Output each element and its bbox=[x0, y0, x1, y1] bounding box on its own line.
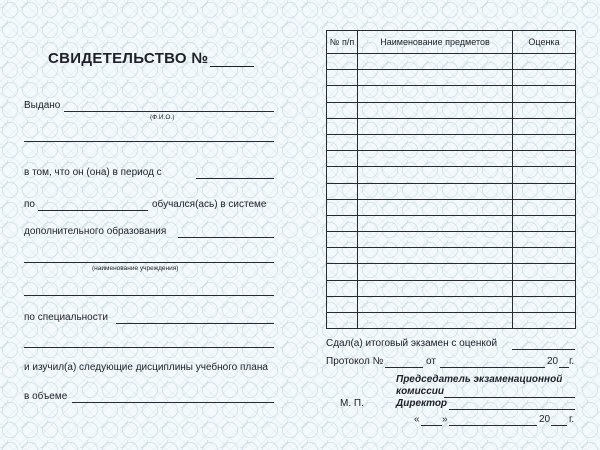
subject-cell[interactable] bbox=[358, 215, 513, 231]
protocol-year-field[interactable] bbox=[559, 367, 569, 368]
grade-cell[interactable] bbox=[513, 54, 576, 70]
period-end-field[interactable] bbox=[38, 210, 148, 211]
subject-cell[interactable] bbox=[358, 167, 513, 183]
subject-cell[interactable] bbox=[358, 264, 513, 280]
grade-cell[interactable] bbox=[513, 167, 576, 183]
date-day-field[interactable] bbox=[421, 425, 442, 426]
table-row bbox=[327, 232, 576, 248]
col-subject-header: Наименование предметов bbox=[358, 31, 513, 54]
institution-line-2[interactable] bbox=[24, 262, 274, 263]
subject-cell[interactable] bbox=[358, 296, 513, 312]
number-cell[interactable] bbox=[327, 248, 358, 264]
table-row bbox=[327, 86, 576, 102]
table-row bbox=[327, 54, 576, 70]
table-row bbox=[327, 70, 576, 86]
number-cell[interactable] bbox=[327, 183, 358, 199]
fio-hint: (Ф.И.О.) bbox=[150, 114, 175, 121]
subject-cell[interactable] bbox=[358, 183, 513, 199]
subject-cell[interactable] bbox=[358, 118, 513, 134]
number-cell[interactable] bbox=[327, 134, 358, 150]
date-year-g: г. bbox=[569, 414, 575, 425]
specialty-line-2[interactable] bbox=[24, 347, 274, 348]
date-quote-close: » bbox=[442, 414, 448, 425]
number-cell[interactable] bbox=[327, 296, 358, 312]
table-row bbox=[327, 199, 576, 215]
grade-cell[interactable] bbox=[513, 313, 576, 329]
protocol-from-label: от bbox=[426, 356, 436, 367]
number-cell[interactable] bbox=[327, 118, 358, 134]
certificate-title bbox=[48, 50, 254, 67]
grade-cell[interactable] bbox=[513, 86, 576, 102]
protocol-year-prefix: 20 bbox=[547, 356, 559, 367]
period-label: в том, что он (она) в период с bbox=[24, 167, 162, 178]
specialty-field[interactable] bbox=[116, 323, 274, 324]
subject-cell[interactable] bbox=[358, 280, 513, 296]
specialty-label: по специальности bbox=[24, 312, 108, 323]
table-row bbox=[327, 215, 576, 231]
stamp-label: М. П. bbox=[340, 398, 364, 409]
number-cell[interactable] bbox=[327, 167, 358, 183]
recipient-name-field[interactable] bbox=[64, 111, 274, 112]
date-month-field[interactable] bbox=[449, 425, 537, 426]
subject-cell[interactable] bbox=[358, 313, 513, 329]
table-row bbox=[327, 167, 576, 183]
grade-cell[interactable] bbox=[513, 296, 576, 312]
number-cell[interactable] bbox=[327, 199, 358, 215]
title-text: СВИДЕТЕЛЬСТВО № bbox=[48, 50, 209, 67]
subject-cell[interactable] bbox=[358, 248, 513, 264]
number-cell[interactable] bbox=[327, 280, 358, 296]
number-cell[interactable] bbox=[327, 313, 358, 329]
subject-cell[interactable] bbox=[358, 70, 513, 86]
period-start-field[interactable] bbox=[196, 178, 274, 179]
number-cell[interactable] bbox=[327, 70, 358, 86]
volume-field[interactable] bbox=[72, 402, 274, 403]
subject-cell[interactable] bbox=[358, 54, 513, 70]
grade-cell[interactable] bbox=[513, 280, 576, 296]
subject-cell[interactable] bbox=[358, 102, 513, 118]
number-cell[interactable] bbox=[327, 232, 358, 248]
disciplines-label: и изучил(а) следующие дисциплины учебного плана bbox=[24, 362, 268, 373]
table-row bbox=[327, 313, 576, 329]
final-exam-grade-field[interactable] bbox=[512, 349, 575, 350]
number-cell[interactable] bbox=[327, 264, 358, 280]
protocol-label: Протокол № bbox=[326, 356, 384, 367]
table-row bbox=[327, 183, 576, 199]
director-signature-field[interactable] bbox=[449, 409, 575, 410]
chairman-label: Председатель экзаменационной bbox=[396, 374, 563, 385]
grade-cell[interactable] bbox=[513, 102, 576, 118]
table-row bbox=[327, 134, 576, 150]
col-grade-header: Оценка bbox=[513, 31, 576, 54]
grade-cell[interactable] bbox=[513, 232, 576, 248]
certificate-number-field[interactable] bbox=[210, 52, 254, 67]
grades-table-body bbox=[327, 54, 576, 329]
institution-field[interactable] bbox=[178, 237, 274, 238]
chairman-signature-field[interactable] bbox=[444, 397, 575, 398]
institution-line-3[interactable] bbox=[24, 295, 274, 296]
grade-cell[interactable] bbox=[513, 70, 576, 86]
table-row bbox=[327, 264, 576, 280]
subject-cell[interactable] bbox=[358, 134, 513, 150]
issued-label: Выдано bbox=[24, 100, 61, 111]
grades-table-header bbox=[327, 31, 576, 54]
protocol-year-g: г. bbox=[569, 356, 575, 367]
commission-label: комиссии bbox=[396, 386, 445, 397]
protocol-date-field[interactable] bbox=[440, 367, 545, 368]
grade-cell[interactable] bbox=[513, 199, 576, 215]
grade-cell[interactable] bbox=[513, 118, 576, 134]
grade-cell[interactable] bbox=[513, 215, 576, 231]
recipient-name-line-2[interactable] bbox=[24, 141, 274, 142]
table-row bbox=[327, 118, 576, 134]
grade-cell[interactable] bbox=[513, 134, 576, 150]
subject-cell[interactable] bbox=[358, 199, 513, 215]
subject-cell[interactable] bbox=[358, 86, 513, 102]
final-exam-label: Сдал(а) итоговый экзамен с оценкой bbox=[326, 338, 498, 349]
number-cell[interactable] bbox=[327, 215, 358, 231]
table-row bbox=[327, 280, 576, 296]
date-year-field[interactable] bbox=[551, 425, 567, 426]
director-label: Директор bbox=[396, 398, 448, 409]
institution-hint: (наименование учреждения) bbox=[92, 265, 179, 272]
number-cell[interactable] bbox=[327, 102, 358, 118]
grade-cell[interactable] bbox=[513, 183, 576, 199]
col-number-header: № п/п bbox=[327, 31, 358, 54]
extra-education-label: дополнительного образования bbox=[24, 226, 167, 237]
date-year-prefix: 20 bbox=[539, 414, 551, 425]
protocol-number-field[interactable] bbox=[385, 367, 423, 368]
number-cell[interactable] bbox=[327, 86, 358, 102]
grades-table bbox=[326, 30, 576, 329]
grade-cell[interactable] bbox=[513, 151, 576, 167]
grade-cell[interactable] bbox=[513, 248, 576, 264]
table-row bbox=[327, 102, 576, 118]
period-end-label: по bbox=[24, 199, 35, 210]
table-row bbox=[327, 248, 576, 264]
date-quote-open: « bbox=[414, 414, 420, 425]
subject-cell[interactable] bbox=[358, 151, 513, 167]
subject-cell[interactable] bbox=[358, 232, 513, 248]
studied-label: обучался(ась) в системе bbox=[152, 199, 267, 210]
number-cell[interactable] bbox=[327, 54, 358, 70]
table-row bbox=[327, 151, 576, 167]
table-row bbox=[327, 296, 576, 312]
volume-label: в объеме bbox=[24, 391, 68, 402]
number-cell[interactable] bbox=[327, 151, 358, 167]
grade-cell[interactable] bbox=[513, 264, 576, 280]
